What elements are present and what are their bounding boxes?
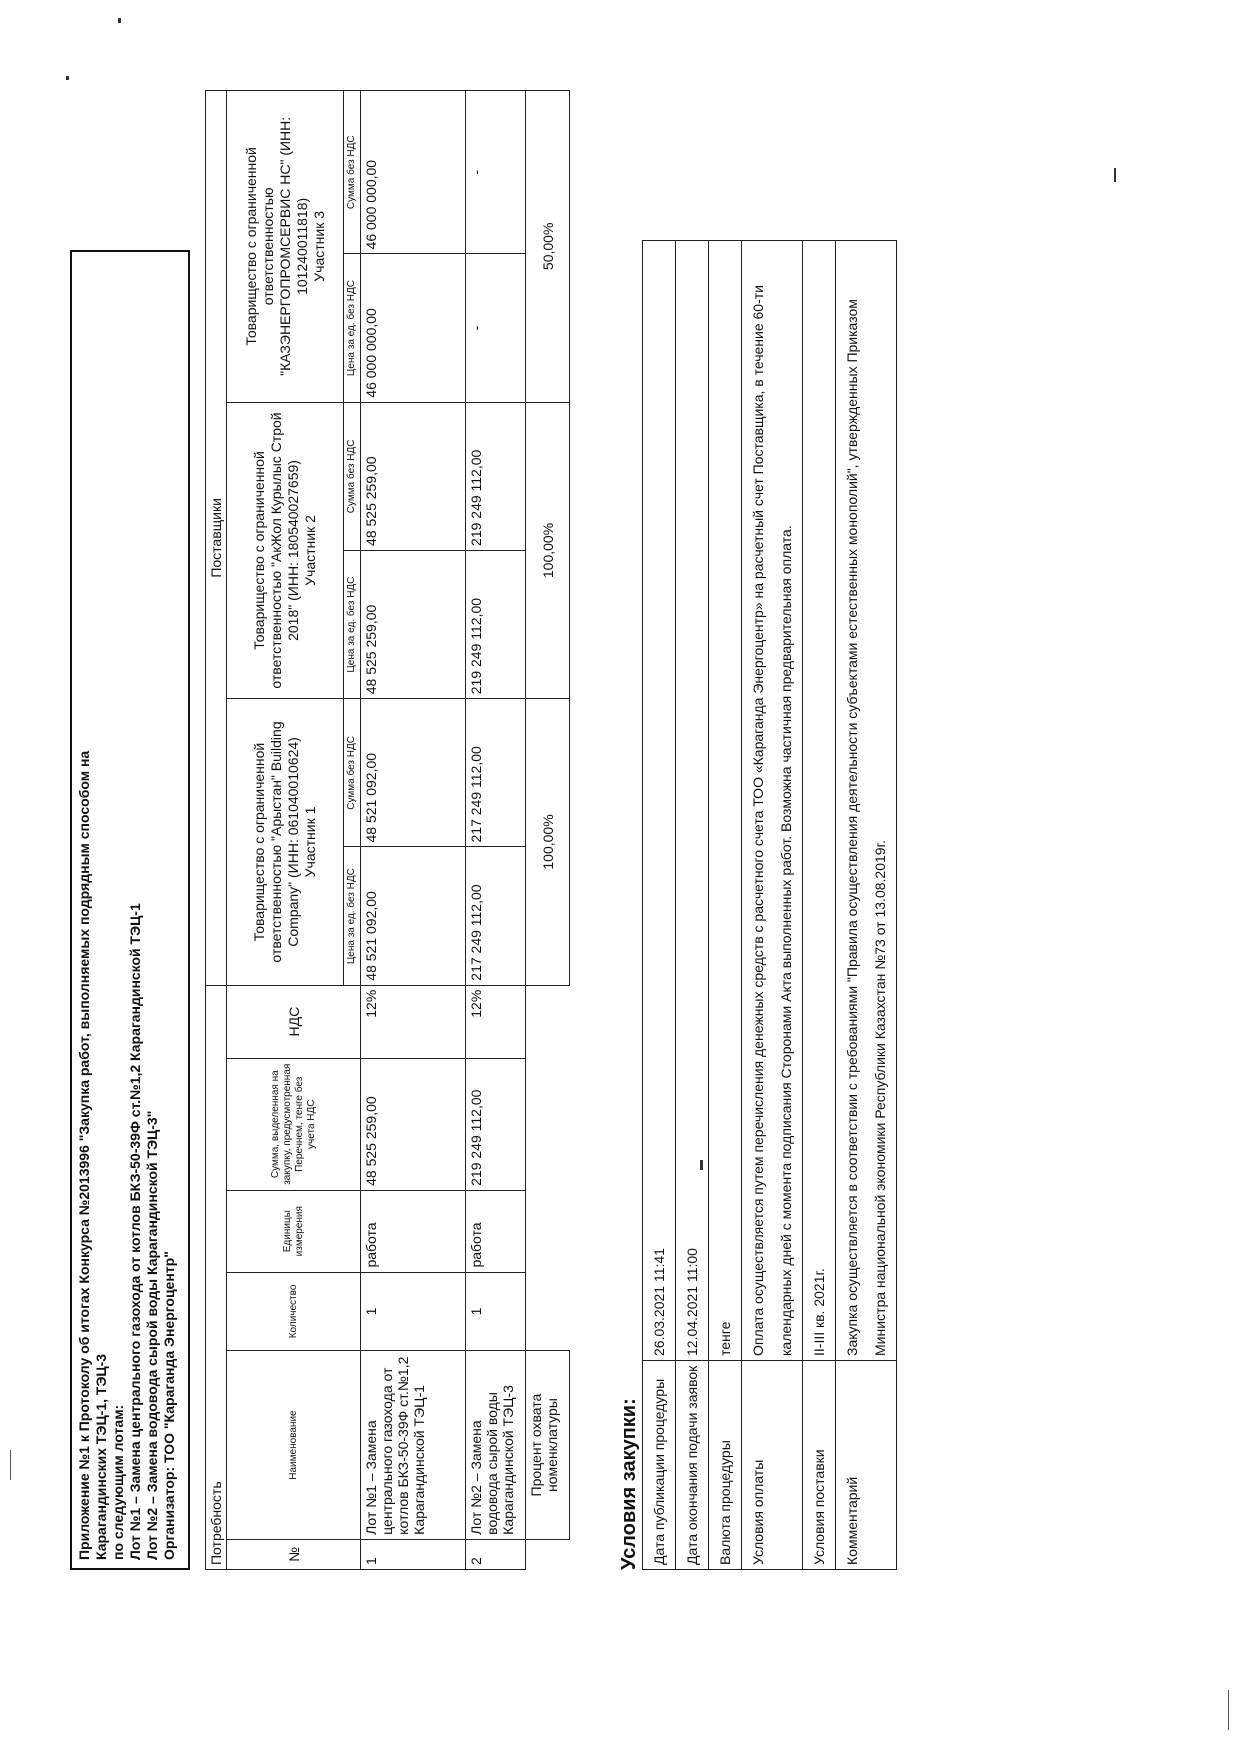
sub-sum-header: Сумма без НДС bbox=[344, 402, 361, 550]
row-no: 1 bbox=[361, 1539, 466, 1569]
condition-label: Валюта процедуры bbox=[709, 1361, 742, 1570]
condition-value: Закупка осуществляется в соответствии с требованиями "Правила осуществления деятельности субъектами естественных монополий", утвержденных Приказом Министра национальной экономики Республики Казахстан №73 от 13.08.2019г. bbox=[836, 241, 897, 1361]
document-header bbox=[70, 250, 190, 1570]
supplier-1-header bbox=[227, 699, 344, 985]
row-s2-price: 219 249 112,00 bbox=[466, 550, 526, 698]
row-no: 2 bbox=[466, 1539, 526, 1569]
condition-label: Комментарий bbox=[836, 1361, 897, 1570]
conditions-table bbox=[642, 240, 897, 1570]
condition-label: Условия оплаты bbox=[742, 1361, 803, 1570]
header-line: Карагандинских ТЭЦ-1, ТЭЦ-3 bbox=[93, 1353, 109, 1560]
condition-value: Оплата осуществляется путем перечисления денежных средств с расчетного счета ТОО «Караганда Энергоцентр» на расчетный счет Поставщика, в течение 60-ти календарных дней с момента подписания Сторонами Акта выполненных работ. Возможна частичная предварительная оплата. bbox=[742, 241, 803, 1361]
supplier-3-header bbox=[227, 91, 344, 403]
header-line: по следующим лотам: bbox=[110, 1404, 126, 1560]
condition-row bbox=[643, 241, 676, 1570]
sub-price-header: Цена за ед. без НДС bbox=[344, 254, 361, 402]
row-s2-price: 48 525 259,00 bbox=[361, 550, 466, 698]
row-s3-price: 46 000 000,00 bbox=[361, 254, 466, 402]
header-line: Лот №1 – Замена центрального газохода от котлов БКЗ-50-39Ф ст.№1,2 Карагандинской ТЭЦ-1 bbox=[127, 903, 143, 1560]
supplier-3-name: Товарищество с ограниченной ответственностью "КАЗЭНЕРГОПРОМСЕРВИС НС" (ИНН: 101240011818) bbox=[242, 116, 310, 376]
row-budget: 219 249 112,00 bbox=[466, 1058, 526, 1190]
row-name: Лот №2 – Замена водовода сырой воды Карагандинской ТЭЦ-3 bbox=[466, 1351, 526, 1539]
scan-mark bbox=[1114, 168, 1116, 182]
condition-row bbox=[836, 241, 897, 1570]
col-name-header: Наименование bbox=[227, 1351, 361, 1539]
condition-row bbox=[742, 241, 803, 1570]
condition-label: Дата публикации процедуры bbox=[643, 1361, 676, 1570]
condition-value: 12.04.2021 11:00 bbox=[676, 241, 709, 1361]
condition-value: 26.03.2021 11:41 bbox=[643, 241, 676, 1361]
row-qty: 1 bbox=[361, 1272, 466, 1351]
supplier-1-name: Товарищество с ограниченной ответственностью "Арыстан" Building Company" (ИНН: 061040010624) bbox=[251, 721, 301, 963]
row-unit: работа bbox=[361, 1190, 466, 1272]
row-name: Лот №1 – Замена центрального газохода от котлов БКЗ-50-39Ф ст.№1,2 Карагандинской ТЭЦ-1 bbox=[361, 1351, 466, 1539]
row-qty: 1 bbox=[466, 1272, 526, 1351]
row-s1-price: 217 249 112,00 bbox=[466, 847, 526, 985]
group-suppliers-header: Поставщики bbox=[206, 91, 227, 986]
group-need-header: Потребность bbox=[206, 985, 227, 1569]
supplier-1-label: Участник 1 bbox=[302, 806, 318, 878]
row-vat: 12% bbox=[466, 985, 526, 1058]
row-s1-price: 48 521 092,00 bbox=[361, 847, 466, 985]
row-s1-sum: 48 521 092,00 bbox=[361, 699, 466, 847]
supplier-2-label: Участник 2 bbox=[302, 515, 318, 586]
condition-value: тенге bbox=[709, 241, 742, 1361]
coverage-supplier-1: 100,00% bbox=[526, 699, 570, 985]
supplier-2-header bbox=[227, 402, 344, 699]
supplier-3-label: Участник 3 bbox=[310, 210, 327, 282]
coverage-supplier-3: 50,00% bbox=[526, 91, 570, 403]
coverage-row bbox=[526, 91, 570, 1570]
scan-edge-line bbox=[1228, 1690, 1229, 1730]
conditions-title: Условия закупки: bbox=[618, 1398, 640, 1570]
sub-price-header: Цена за ед. без НДС bbox=[344, 847, 361, 985]
table-row bbox=[361, 91, 466, 1570]
condition-label: Условия поставки bbox=[803, 1361, 836, 1570]
header-line: Организатор: ТОО "Караганда Энергоцентр" bbox=[161, 1251, 177, 1560]
col-unit-header: Единицы измерения bbox=[227, 1190, 361, 1272]
scan-edge-line bbox=[10, 1450, 11, 1480]
sub-sum-header: Сумма без НДС bbox=[344, 699, 361, 847]
col-no-header: № bbox=[227, 1539, 361, 1569]
row-s3-sum: - bbox=[466, 91, 526, 254]
sub-price-header: Цена за ед. без НДС bbox=[344, 550, 361, 698]
sub-sum-header: Сумма без НДС bbox=[344, 91, 361, 254]
coverage-supplier-2: 100,00% bbox=[526, 402, 570, 699]
row-s2-sum: 48 525 259,00 bbox=[361, 402, 466, 550]
row-budget: 48 525 259,00 bbox=[361, 1058, 466, 1190]
row-s3-price: - bbox=[466, 254, 526, 402]
row-vat: 12% bbox=[361, 985, 466, 1058]
condition-row bbox=[803, 241, 836, 1570]
row-s2-sum: 219 249 112,00 bbox=[466, 402, 526, 550]
scan-mark bbox=[118, 18, 121, 23]
header-line: Приложение №1 к Протоколу об итогах Конкурса №2013996 "Закупка работ, выполняемых подрядным способом на bbox=[76, 750, 92, 1560]
scan-mark bbox=[66, 76, 69, 80]
row-s3-sum: 46 000 000,00 bbox=[361, 91, 466, 254]
results-table bbox=[205, 90, 570, 1570]
condition-row bbox=[676, 241, 709, 1570]
coverage-label: Процент охвата номенклатуры bbox=[526, 1351, 570, 1539]
col-qty-header: Количество bbox=[227, 1272, 361, 1351]
rotated-sheet bbox=[70, 90, 950, 1570]
condition-value: II-III кв. 2021г. bbox=[803, 241, 836, 1361]
condition-row bbox=[709, 241, 742, 1570]
row-unit: работа bbox=[466, 1190, 526, 1272]
row-s1-sum: 217 249 112,00 bbox=[466, 699, 526, 847]
col-vat-header: НДС bbox=[227, 985, 361, 1058]
header-line: Лот №2 – Замена водовода сырой воды Карагандинской ТЭЦ-3" bbox=[144, 1110, 160, 1560]
condition-label: Дата окончания подачи заявок bbox=[676, 1361, 709, 1570]
supplier-2-name: Товарищество с ограниченной ответственностью "АкЖол Курылыс Строй 2018" (ИНН: 180540027659) bbox=[251, 412, 301, 689]
table-row bbox=[466, 91, 526, 1570]
col-budget-header: Сумма, выделенная на закупку, предусмотренная Перечнем, тенге без учета НДС bbox=[227, 1058, 361, 1190]
